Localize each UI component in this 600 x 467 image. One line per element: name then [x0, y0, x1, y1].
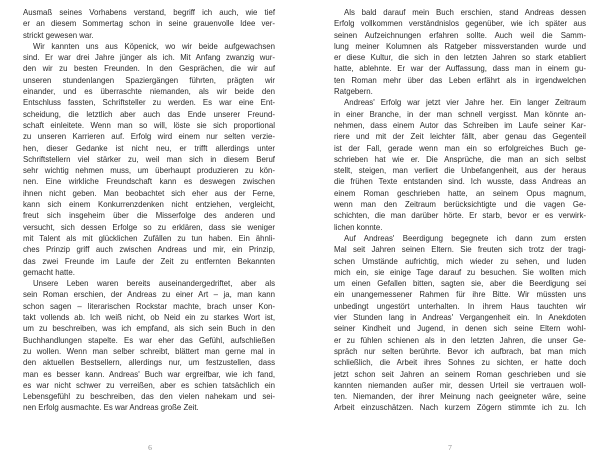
text-line: um zu beschreiben, was ich empfand, als sich sein Buch in den — [23, 324, 275, 334]
text-line: Entschluss fassten, Schriftsteller zu werden. Es war eine Ent- — [23, 98, 275, 108]
text-line: Schriftstellern viel stärker zu, weil man sich in diesem Beruf — [23, 154, 275, 164]
text-line: Wir kannten uns aus Köpenick, wo wir beide aufgewachsen — [33, 41, 275, 51]
text-line: Mal seit Jahren seinen Eltern. Sie freuten sich trotz der tragi- — [334, 245, 586, 255]
text-line: schrieben hat wie er. Die Ansprüche, die man an sich selbst — [334, 154, 586, 164]
text-line: sein Roman erschien, der Andreas zu einer Art – ja, man kann — [23, 290, 275, 300]
text-line: mich ein, sie einige Tage darauf zu besuchen. Sie wollten mich — [334, 267, 586, 277]
text-line: schaft einleitete. Wenn man so will, löste sie sich proportional — [23, 120, 275, 130]
text-line: lichen konnte. — [334, 222, 383, 232]
text-line: er zu fühlen schienen als in den letzten Jahren, die unser Ge- — [334, 335, 586, 345]
paragraph — [334, 233, 586, 414]
text-line: Als bald darauf mein Buch erschien, stand Andreas dessen — [344, 8, 586, 17]
text-line: sind. Er war drei Jahre jünger als ich. Mit Anfang zwanzig wur- — [23, 53, 275, 63]
text-line: seiner Kindheit und Jugend, in denen sich seine Eltern wohl- — [334, 324, 586, 334]
text-line: hen, dieser Gedanke ist nicht neu, er trifft allerdings unter — [23, 143, 275, 153]
text-line: schichten, die man darüber hörte. Er starb, bevor er es verwirk- — [334, 211, 586, 221]
text-line: jetzt schon seit Jahren an seinem Roman geschrieben und sie — [334, 369, 586, 379]
text-line: kann sich einem Konkurrenzdenken nicht entziehen, vergleicht, — [23, 200, 275, 210]
text-line: den aktuellen Bestsellern, allerdings nur, um festzustellen, dass — [23, 358, 275, 368]
text-line: den wir zu besten Freunden. In den Gesprächen, die wir auf — [23, 64, 275, 74]
text-line: nehmen, dass einem Autor das Schreiben im Laufe seiner Kar- — [334, 120, 586, 130]
text-line: freut sich insgeheim über die Misserfolge des anderen und — [23, 211, 275, 221]
text-line: scheidung, die letztlich aber auch das Ende unserer Freund- — [23, 109, 275, 119]
text-line: Unsere Leben waren bereits auseinandergedriftet, aber als — [33, 279, 275, 289]
text-line: lung meiner Kolumnen als Ratgeber missverstanden wurde und — [334, 41, 586, 51]
left-page-body — [23, 7, 275, 414]
text-line: sehr wichtig nehmen muss, um überhaupt produzieren zu kön- — [23, 166, 275, 176]
text-line: Ausmaß seines Vorhabens verstand, begriff ich auch, wie tief — [23, 8, 275, 17]
paragraph — [334, 7, 586, 97]
right-page-body — [334, 7, 586, 414]
text-line: kannten niemanden außer mir, dessen Urteil sie vertrauen woll- — [334, 380, 586, 390]
text-line: ein unangemessener Rahmen für ihre Bitte. Wir müssten uns — [334, 290, 586, 300]
text-line: takt vollends ab. Ich weiß nicht, ob Neid ein zu starkes Wort ist, — [23, 313, 275, 323]
right-page — [300, 0, 600, 467]
text-line: ist der Fall, gerade wenn man ein so erfolgreiches Buch ge- — [334, 143, 586, 153]
text-line: in einer Branche, in der man schnell vergisst. Man könnte an- — [334, 109, 586, 119]
text-line: ten Roman mehr über das Leben erfährt als in irgendwelchen — [334, 75, 586, 85]
text-line: Arbeit einzuschätzen. Nach kurzem Zögern stimmte ich zu. Ich — [334, 403, 586, 413]
paragraph — [23, 7, 275, 41]
text-line: Erfolg vollkommen verständnislos gegenüber, wie ich später aus — [334, 19, 586, 29]
text-line: er diese Kultur, die sich in den letzten Jahren so stark etabliert — [334, 53, 586, 63]
text-line: nen. Eine wirkliche Freundschaft kann es deswegen zwischen — [23, 177, 275, 187]
text-line: strickt gewesen war. — [23, 30, 94, 40]
text-line: spräch nur selten berührte. Bevor ich aufbrach, bat man mich — [334, 346, 586, 356]
text-line: vier Stunden lang in Andreas' Vergangenheit ein. In Anekdoten — [334, 313, 586, 323]
text-line: die frühen Texte entstanden sind. Ich wusste, dass Andreas an — [334, 177, 586, 187]
text-line: zu wollen. Wenn man selber schreibt, blättert man gerne mal in — [23, 346, 275, 356]
right-page-number: 7 — [448, 443, 452, 452]
paragraph — [23, 278, 275, 414]
text-line: Ratgebern. — [334, 87, 373, 97]
text-line: mit Talent als mit glücklichen Zufällen zu tun haben. Ein ähnli- — [23, 233, 275, 243]
text-line: einander, und es überraschte niemanden, als wir beide den — [23, 87, 275, 97]
text-line: schließlich, die Arbeit ihres Sohnes zu sichten, er hatte doch — [334, 358, 586, 368]
text-line: ches Prinzip griff auch zwischen Andreas und mir, ein Prinzip, — [23, 245, 275, 255]
text-line: stellt, steigen, man verliert die Unbefangenheit, aus der heraus — [334, 166, 586, 176]
text-line: um einen Gefallen bitten, sagten sie, aber die Beerdigung sei — [334, 279, 586, 289]
text-line: gemacht hatte. — [23, 267, 75, 277]
text-line: ihnen nicht geben. Man beobachtet sich eher aus der Ferne, — [23, 188, 275, 198]
paragraph — [334, 97, 586, 233]
text-line: ten. Niemanden, der ihrer Meinung nach geeigneter wäre, seine — [334, 392, 586, 402]
text-line: schon sagen – literarischen Rockstar machte, brach unser Kon- — [23, 301, 275, 311]
text-line: er an diesem Sommertag schon in seine grauenvolle Idee ver- — [23, 19, 275, 29]
text-line: nen Erfolg ausmachte. Es war Andreas große Zeit. — [23, 403, 199, 413]
paragraph — [23, 41, 275, 278]
text-line: unseren stundenlangen Spaziergängen führten, prägten wir — [23, 75, 275, 85]
text-line: Auf Andreas' Beerdigung begegnete ich dann zum ersten — [344, 233, 586, 243]
left-page-number: 6 — [148, 443, 152, 452]
text-line: Buchhandlungen stapelte. Es war eher das Gefühl, aufschließen — [23, 335, 275, 345]
text-line: es war nicht schwer zu verreißen, aber es schien tatsächlich ein — [23, 380, 275, 390]
text-line: man es besser kann. Andreas' Buch war ergreifbar, wie ich fand, — [23, 369, 275, 379]
text-line: Andreas' Erfolg war jetzt vier Jahre her. Ein langer Zeitraum — [344, 98, 586, 108]
text-line: wenn man den Zeitraum berücksichtigte und die vagen Ge- — [334, 200, 586, 210]
text-line: hatte, ablehnte. Er war der Auffassung, dass man in einem gu- — [334, 64, 586, 74]
text-line: schen Umstände aufrichtig, mich wieder zu sehen, und luden — [334, 256, 586, 266]
text-line: versucht, sich dessen Erfolge so zu erklären, dass sie weniger — [23, 222, 275, 232]
text-line: unbedingt ungestört unterhalten. In ihrem Haus tauchten wir — [334, 301, 586, 311]
text-line: einem Roman geschrieben hatte, an seinem Opus magnum, — [334, 188, 586, 198]
text-line: riere und mit der Zeit leichter fällt, aber genau das Gegenteil — [334, 132, 586, 142]
text-line: zu unseren Karrieren auf. Erfolg wird einem nur selten verzie- — [23, 132, 275, 142]
text-line: das zwei Freunde im Laufe der Zeit zu entfernten Bekannten — [23, 256, 275, 266]
text-line: Lebensgefühl zu beschreiben, das den vielen nahekam und sei- — [23, 392, 275, 402]
text-line: seinen Aufzeichnungen erfahren sollte. Auch weil die Samm- — [334, 30, 586, 40]
